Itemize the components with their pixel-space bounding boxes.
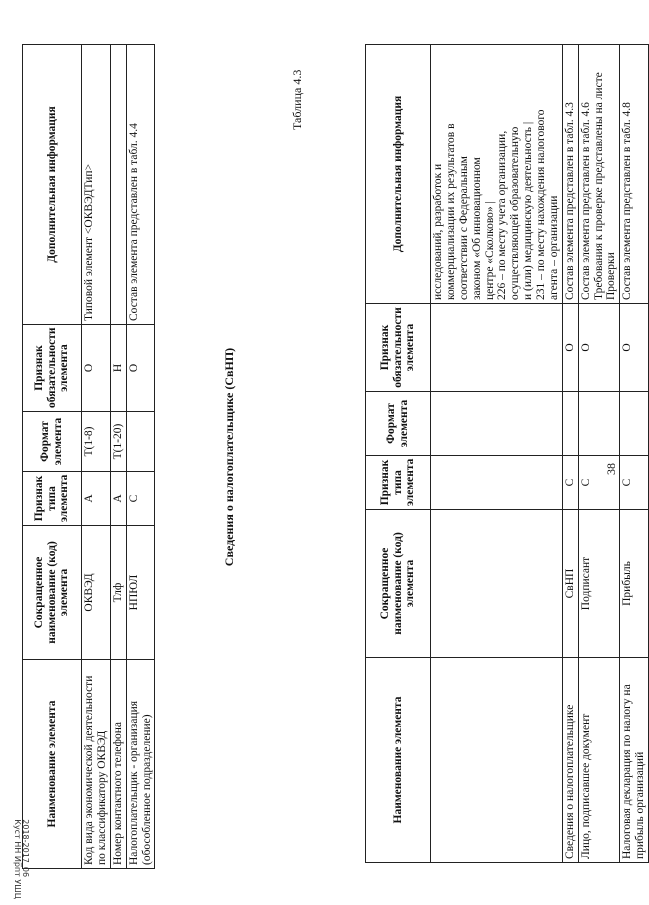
cell-required: О <box>562 304 578 392</box>
info-line: законом «Об инновационном <box>470 157 483 300</box>
table-row <box>126 45 155 869</box>
table-row <box>578 45 620 863</box>
header-info: Дополнительная информация <box>366 45 431 304</box>
cell-info <box>110 45 126 325</box>
cell-name <box>431 658 563 863</box>
header-format: Формат элемента <box>23 412 82 472</box>
cell-type: С <box>620 456 649 510</box>
cell-code <box>431 510 563 658</box>
stamp-line: 2018-2017_06 <box>21 819 30 878</box>
cell-required: Н <box>110 325 126 412</box>
cell-format: T(1-20) <box>110 412 126 472</box>
cell-required <box>431 304 563 392</box>
cell-name: Налоговая декларация по налогу на прибыль организаций <box>620 658 649 863</box>
table-svnp <box>22 44 155 869</box>
cell-info: Типовой элемент <ОКВЭДТип> <box>82 45 111 325</box>
header-code: Сокращенное наименование (код) элемента <box>23 526 82 660</box>
cell-info: Состав элемента представлен в табл. 4.4 <box>126 45 155 325</box>
cell-info-continuation <box>431 45 563 304</box>
stamp-line: Куст НН Ирпт УШЦ <box>13 819 22 899</box>
table-row <box>620 45 649 863</box>
header-type: Признак типа элемента <box>366 456 431 510</box>
info-line: и (или) медицинскую деятельность | <box>522 121 535 300</box>
cell-code: СвНП <box>562 510 578 658</box>
cell-code: Тлф <box>110 526 126 660</box>
cell-required: О <box>620 304 649 392</box>
info-line: соответствии с Федеральным <box>457 156 470 300</box>
cell-format <box>431 392 563 456</box>
cell-type <box>431 456 563 510</box>
cell-name: Номер контактного телефона <box>110 660 126 869</box>
table-header-row <box>366 45 431 863</box>
cell-code: Подписант <box>578 510 620 658</box>
cell-code: НПЮЛ <box>126 526 155 660</box>
table-row <box>562 45 578 863</box>
cell-type: А <box>82 472 111 526</box>
cell-format: T(1-8) <box>82 412 111 472</box>
cell-format <box>620 392 649 456</box>
table-row <box>82 45 111 869</box>
header-type: Признак типа элемента <box>23 472 82 526</box>
cell-code: ОКВЭД <box>82 526 111 660</box>
info-line: 226 – по месту учета организации, <box>496 130 509 300</box>
table-label: Таблица 4.3 <box>290 69 304 130</box>
registration-stamp <box>13 819 29 899</box>
cell-format <box>578 392 620 456</box>
page-number: 38 <box>604 463 618 475</box>
info-line: исследований, разработок и <box>432 163 444 300</box>
info-line: осуществляющей образовательную <box>509 126 522 300</box>
header-info: Дополнительная информация <box>23 45 82 325</box>
header-code: Сокращенное наименование (код) элемента <box>366 510 431 658</box>
cell-type: С <box>562 456 578 510</box>
table-continuation <box>365 44 649 863</box>
cell-info: Состав элемента представлен в табл. 4.8 <box>620 45 649 304</box>
cell-required: О <box>578 304 620 392</box>
table-header-row <box>23 45 82 869</box>
cell-format <box>562 392 578 456</box>
cell-name: Налогоплательщик - организация (обособленное подразделение) <box>126 660 155 869</box>
cell-name: Код вида экономической деятельности по классификатору ОКВЭД <box>82 660 111 869</box>
info-line: 231 – по месту нахождения налогового <box>535 109 547 300</box>
header-required: Признак обязательности элемента <box>366 304 431 392</box>
cell-code: Прибыль <box>620 510 649 658</box>
cell-info: Состав элемента представлен в табл. 4.6 Требования к проверке представлены на листе Проверки <box>578 45 620 304</box>
header-required: Признак обязательности элемента <box>23 325 82 412</box>
cell-name: Лицо, подписавшее документ <box>578 658 620 863</box>
cell-required: О <box>126 325 155 412</box>
info-line: агента – организации <box>547 195 560 300</box>
table-row <box>431 45 563 863</box>
cell-info: Состав элемента представлен в табл. 4.3 <box>562 45 578 304</box>
cell-name: Сведения о налогоплательщике <box>562 658 578 863</box>
cell-type: А <box>110 472 126 526</box>
header-name: Наименование элемента <box>23 660 82 869</box>
info-line: коммерциализации их результатов в <box>444 123 457 300</box>
cell-format <box>126 412 155 472</box>
cell-required: О <box>82 325 111 412</box>
info-line: центре «Сколково» | <box>483 201 496 300</box>
header-name: Наименование элемента <box>366 658 431 863</box>
header-format: Формат элемента <box>366 392 431 456</box>
cell-type: С <box>126 472 155 526</box>
table-row <box>110 45 126 869</box>
table-caption: Сведения о налогоплательщике (СвНП) <box>222 347 236 567</box>
cell-type: С <box>578 456 620 510</box>
